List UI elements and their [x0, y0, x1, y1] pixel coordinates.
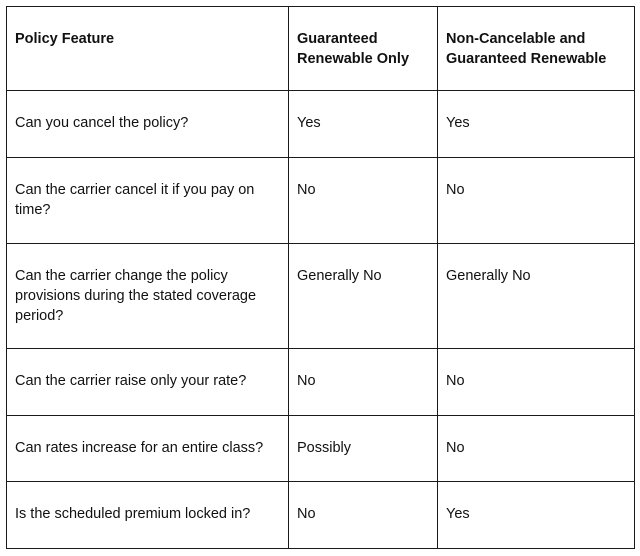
header-non-cancelable-guaranteed-renewable: Non-Cancelable and Guaranteed Renewable: [438, 7, 635, 91]
row-feature-cell: Can you cancel the policy?: [7, 91, 289, 158]
row-gr-only-cell: Possibly: [289, 416, 438, 482]
header-guaranteed-renewable-only: Guaranteed Renewable Only: [289, 7, 438, 91]
row-feature-cell: Can the carrier cancel it if you pay on time?: [7, 158, 289, 244]
row-gr-only-cell: No: [289, 349, 438, 416]
row-feature-cell: Can the carrier change the policy provisions during the stated coverage period?: [7, 244, 289, 349]
row-gr-only-cell: No: [289, 158, 438, 244]
row-nc-gr-cell: Yes: [438, 91, 635, 158]
table-row: [7, 482, 635, 549]
row-nc-gr-cell: Generally No: [438, 244, 635, 349]
row-nc-gr-cell: No: [438, 158, 635, 244]
row-nc-gr-cell: No: [438, 349, 635, 416]
table-row: [7, 158, 635, 244]
table-row: [7, 416, 635, 482]
header-policy-feature: Policy Feature: [7, 7, 289, 91]
row-gr-only-cell: Generally No: [289, 244, 438, 349]
policy-comparison-table: [6, 6, 635, 549]
row-gr-only-cell: Yes: [289, 91, 438, 158]
table-row: [7, 349, 635, 416]
row-feature-cell: Can the carrier raise only your rate?: [7, 349, 289, 416]
table-row: [7, 91, 635, 158]
table-header-row: [7, 7, 635, 91]
row-feature-cell: Is the scheduled premium locked in?: [7, 482, 289, 549]
row-feature-cell: Can rates increase for an entire class?: [7, 416, 289, 482]
row-nc-gr-cell: Yes: [438, 482, 635, 549]
row-nc-gr-cell: No: [438, 416, 635, 482]
table-row: [7, 244, 635, 349]
row-gr-only-cell: No: [289, 482, 438, 549]
